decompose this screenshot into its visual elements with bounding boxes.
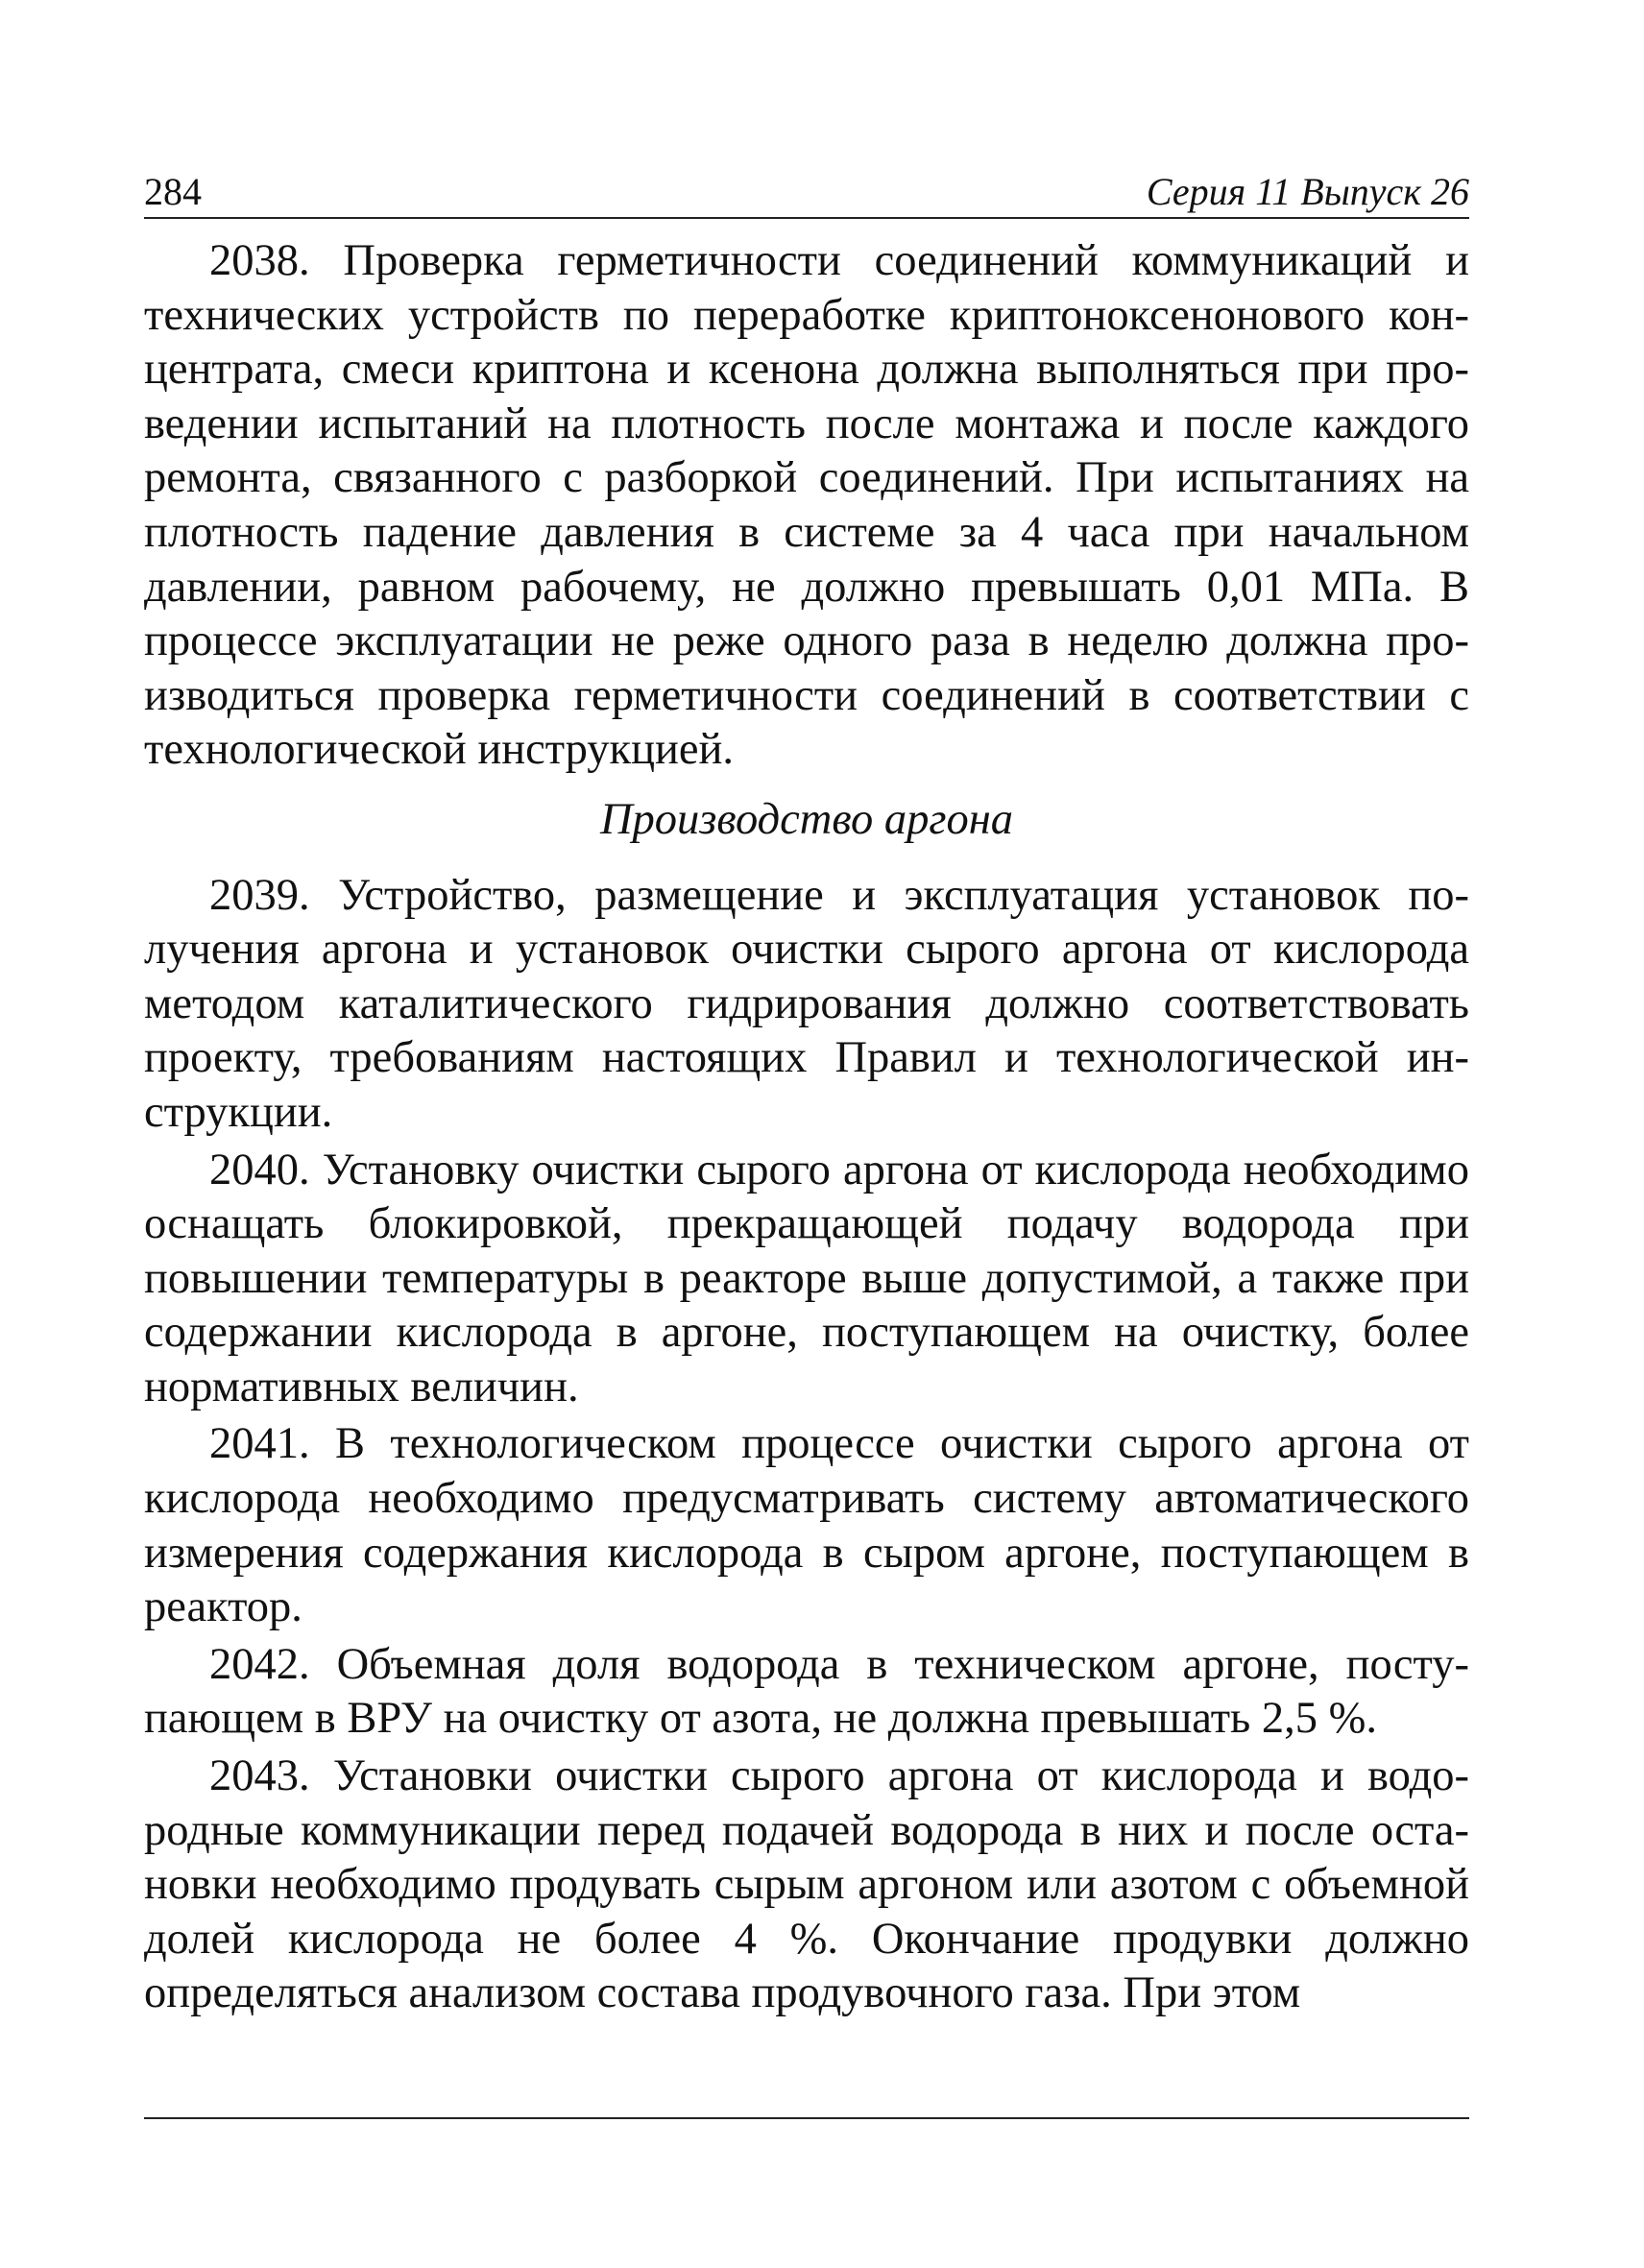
body-text — [144, 234, 1469, 2024]
running-header — [144, 159, 1469, 219]
paragraph-2042: 2042. Объемная доля водорода в техническом аргоне, поступающем в ВРУ на очистку от азота, не должна превышать 2,5 %. — [144, 1639, 1469, 1744]
paragraph-2040: 2040. Установку очистки сырого аргона от кислорода необходимо оснащать блокировкой, прекращающей подачу водорода при повышении температуры в реакторе выше допустимой, а также при содержании кислорода в аргоне, поступающем на очистку, более нормативных величин. — [144, 1145, 1469, 1411]
paragraph-2039: 2039. Устройство, размещение и эксплуатация установок получения аргона и установок очистки сырого аргона от кислорода методом каталитического гидрирования должно соответствовать проекту, требованиям настоящих Правил и технологической инструкции. — [144, 870, 1469, 1137]
series-title: Серия 11 Выпуск 26 — [1146, 170, 1469, 213]
page-number: 284 — [144, 170, 202, 213]
footnote-divider — [144, 2117, 1469, 2119]
paragraph-2038: 2038. Проверка герметичности соединений коммуникаций и технических устройств по переработке криптоноксенонового концентрата, смеси криптона и ксенона должна выполняться при проведении испытаний на плотность после монтажа и после каждого ремонта, связанного с разборкой соединений. При испытаниях на плотность падение давления в системе за 4 часа при начальном давлении, равном рабочему, не должно превышать 0,01 МПа. В процессе эксплуатации не реже одного раза в неделю должна производиться проверка герметичности соединений в соответствии с технологической инструкцией. — [144, 236, 1469, 775]
paragraph-2041: 2041. В технологическом процессе очистки сырого аргона от кислорода необходимо предусматривать систему автоматического измерения содержания кислорода в сыром аргоне, поступающем в реактор. — [144, 1419, 1469, 1632]
paragraph-2043: 2043. Установки очистки сырого аргона от кислорода и водородные коммуникации перед подачей водорода в них и после остановки необходимо продувать сырым аргоном или азотом с объемной долей кислорода не более 4 %. Окончание продувки должно определяться анализом состава продувочного газа. При этом — [144, 1751, 1469, 2018]
section-heading: Производство аргона — [599, 794, 1014, 844]
